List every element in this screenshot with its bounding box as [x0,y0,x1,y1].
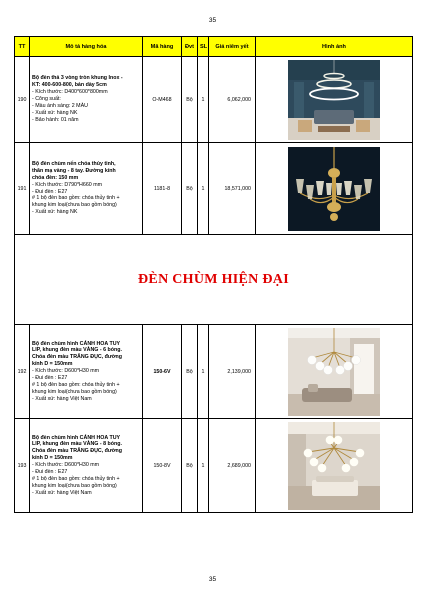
row-qty: 1 [198,419,209,513]
desc-line: # 1 bộ đèn bao gồm: chóa thủy tinh + [32,381,120,388]
row-qty: 1 [198,325,209,419]
desc-bold-line: chóa đèn: 150 mm [32,174,79,181]
row-image [256,57,413,143]
row-price: 2,689,000 [209,419,256,513]
ring-pendant-photo [288,60,380,140]
row-tt: 192 [15,325,30,419]
page-number-bottom: 35 [208,576,217,583]
desc-bold-line: Bộ đèn chùm hình CÁNH HOA TUY [32,434,121,441]
desc-line: - Xuất xứ: hàng Việt Nam [32,489,92,496]
section-title: ĐÈN CHÙM HIỆN ĐẠI [15,235,413,325]
desc-bold-line: kính D = 150mm [32,361,73,368]
desc-line: - Đui đèn : E27 [32,468,68,475]
page-number-top: 35 [208,17,217,24]
row-code: 1181-8 [143,143,182,235]
tulip-chandelier-6-photo [288,328,380,416]
desc-bold-line: Bộ đèn chùm hình CÁNH HOA TUY [32,340,121,347]
row-image [256,325,413,419]
desc-line: - Kích thước: D790*H660 mm [32,181,103,188]
row-tt: 191 [15,143,30,235]
table-row [15,143,413,235]
desc-bold-line: KT: 400-600-800, bản dày 5cm [32,82,107,89]
desc-line: - Đui đèn : E27 [32,374,68,381]
row-unit: Bộ [182,325,198,419]
desc-line: # 1 bộ đèn bao gồm: chóa thủy tinh + [32,195,120,202]
row-qty: 1 [198,57,209,143]
row-tt: 190 [15,57,30,143]
desc-line: - Công suất: [32,96,61,103]
table-row [15,419,413,513]
row-price: 18,571,000 [209,143,256,235]
row-description [30,143,143,235]
row-code: 150-8V [143,419,182,513]
section-row [15,235,413,325]
candle-chandelier-photo [288,147,380,231]
header-qty: SL [198,37,209,57]
desc-line: khung kim loại(chưa bao gồm bóng) [32,202,117,209]
desc-line: - Kích thước: D400*600*800mm [32,89,108,96]
desc-line: - Đui đèn : E27 [32,188,68,195]
desc-bold-line: Chóa đèn màu TRẮNG ĐỤC, đường [32,448,122,455]
desc-line: - Màu ánh sáng: 2 MÀU [32,102,88,109]
header-description: Mô tả hàng hóa [30,37,143,57]
table-header-row [15,37,413,57]
desc-line: # 1 bộ đèn bao gồm: chóa thủy tinh + [32,475,120,482]
row-unit: Bộ [182,419,198,513]
row-image [256,419,413,513]
tulip-chandelier-8-photo [288,422,380,510]
desc-line: - Bảo hành: 01 năm [32,116,79,123]
desc-line: - Xuất xứ: hàng NK [32,209,78,216]
desc-bold-line: Bộ đèn thả 3 vòng tròn khung Inox - [32,75,123,82]
row-description [30,325,143,419]
desc-line: - Xuất xứ: hàng Việt Nam [32,395,92,402]
row-unit: Bộ [182,143,198,235]
row-image [256,143,413,235]
desc-line: khung kim loại(chưa bao gồm bóng) [32,482,117,489]
desc-bold-line: kính D = 150mm [32,455,73,462]
row-code: 150-6V [143,325,182,419]
row-price: 6,062,000 [209,57,256,143]
row-qty: 1 [198,143,209,235]
header-image: Hình ảnh [256,37,413,57]
table-row [15,325,413,419]
table-row [15,57,413,143]
desc-bold-line: Chóa đèn màu TRẮNG ĐỤC, đường [32,354,122,361]
header-code: Mã hàng [143,37,182,57]
desc-bold-line: LIP, khung đèn màu VÀNG - 6 bóng. [32,347,122,354]
row-description [30,57,143,143]
desc-bold-line: LIP, khung đèn màu VÀNG - 8 bóng. [32,441,122,448]
desc-line: - Xuất xứ: hàng NK [32,109,78,116]
product-table [14,36,413,513]
row-unit: Bộ [182,57,198,143]
row-price: 2,139,000 [209,325,256,419]
row-code: O-M468 [143,57,182,143]
desc-line: khung kim loại(chưa bao gồm bóng) [32,388,117,395]
desc-line: - Kích thước: D600*H30 mm [32,462,100,469]
header-tt: TT [15,37,30,57]
row-description [30,419,143,513]
desc-line: - Kích thước: D600*H30 mm [32,368,100,375]
header-unit: Đvt [182,37,198,57]
header-price: Giá niêm yết [209,37,256,57]
row-tt: 193 [15,419,30,513]
desc-bold-line: Bộ đèn chùm nến chóa thủy tinh, [32,161,116,167]
desc-bold-line: thân mạ vàng - 8 tay. Đường kính [32,167,116,174]
